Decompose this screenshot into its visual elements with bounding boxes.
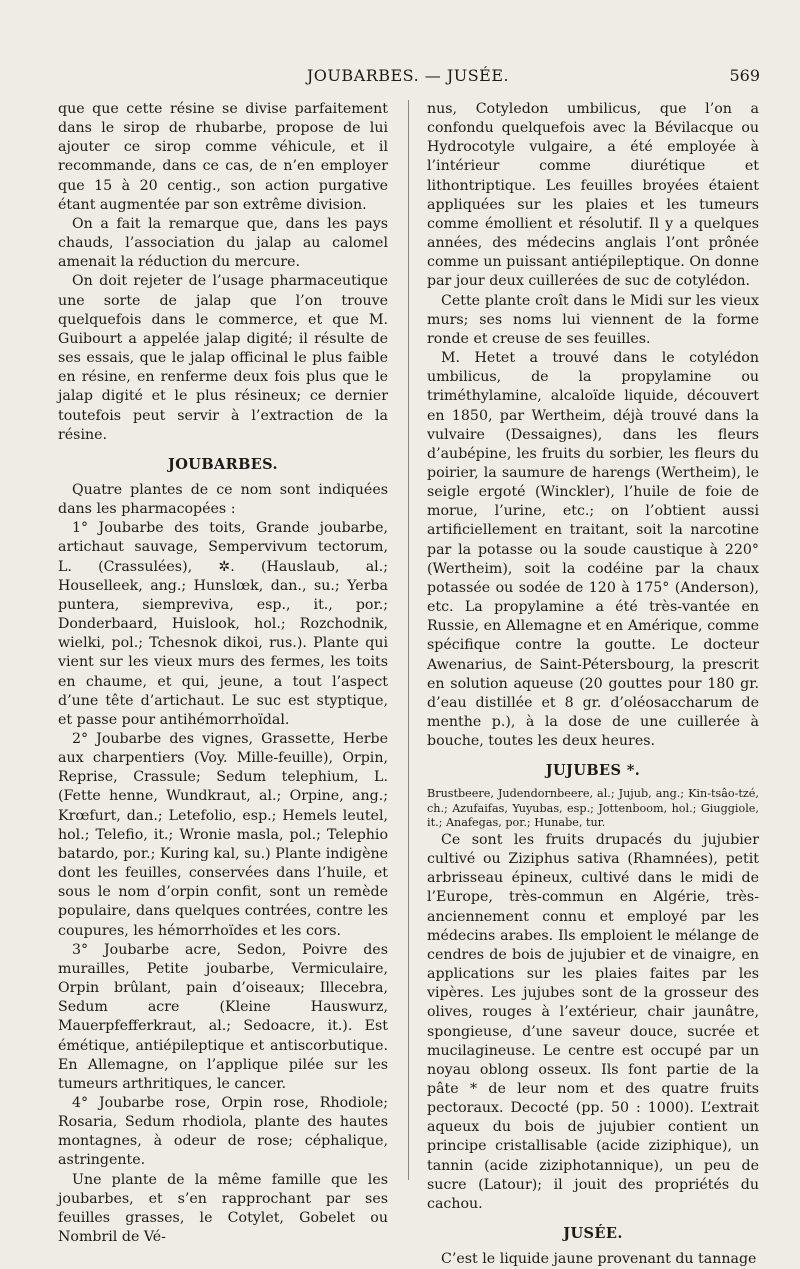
paragraph: nus, Cotyledon umbilicus, que l’on a confondu quelquefois avec la Bévilacque ou Hydrocotyle vulgaire, a été employée à l’intérieur comme diurétique et lithontriptique. Les feuilles broyées étaient appliquées sur les plaies et les tumeurs comme émollient et résolutif. Il y a quelques années, des médecins anglais l’ont prônée comme un puissant antiépileptique. On donne par jour deux cuillerées de suc de cotylédon. xyxy=(427,101,759,290)
paragraph: Ce sont les fruits drupacés du jujubier cultivé ou Ziziphus sativa (Rhamnées), petit arbrisseau épineux, cultivé dans le midi de l’Europe, très-commun en Algérie, très-anciennement connu et employé par les médecins arabes. Ils emploient le mélange de cendres de bois de jujubier et de vinaigre, en applications sur les plaies faites par les vipères. Les jujubes sont de la grosseur des olives, rouges à l’extérieur, chair jaunâtre, spongieuse, d’une saveur douce, sucrée et mucilagineuse. Le centre est occupé par un noyau oblong osseux. Ils font partie de la pâte * de leur nom et des quatre fruits pectoraux. Decocté (pp. 50 : 1000). L’extrait aqueux du bois de jujubier contient un principe cristallisable (acide ziziphique), un tannin (acide ziziphotannique), un peu de sucre (Latour); il jouit des propriétés du cachou. xyxy=(427,831,759,1212)
paragraph: On a fait la remarque que, dans les pays chauds, l’association du jalap au calomel amenait la réduction du mercure. xyxy=(58,215,388,271)
section-heading-joubarbes: JOUBARBES. xyxy=(167,455,278,473)
paragraph: Une plante de la même famille que les joubarbes, et s’en rapprochant par ses feuilles grasses, le Cotylet, Gobelet ou Nombril de Vé- xyxy=(58,1171,388,1246)
paragraph: 1° Joubarbe des toits, Grande joubarbe, artichaut sauvage, Sempervivum tectorum, L. (Crassulées), ✲. (Hauslaub, al.; Houselleek, ang.; Hunslœk, dan., su.; Yerba puntera, siempreviva, esp., it., por.; Donderbaard, Huislook, hol.; Rozchodnik, wielki, pol.; Tchesnok dikoi, rus.). Plante qui vient sur les vieux murs des fermes, les toits en chaume, et qui, jeune, a tout l’aspect d’une tête d’artichaut. Le suc est styptique, et passe pour antihémorrhoïdal. xyxy=(58,520,388,728)
paragraph: 4° Joubarbe rose, Orpin rose, Rhodiole; Rosaria, Sedum rhodiola, plante des hautes montagnes, à odeur de rose; céphalique, astringente. xyxy=(58,1094,388,1169)
paragraph: 2° Joubarbe des vignes, Grassette, Herbe aux charpentiers (Voy. Mille-feuille), Orpin, Reprise, Crassule; Sedum telephium, L. (Fette henne, Wundkraut, al.; Orpine, ang.; Krœfurt, dan.; Letefolio, esp.; Hemels leutel, hol.; Telefio, it.; Wronie masla, pol.; Telephio batardo, por.; Kuring kal, su.) Plante indigène dont les feuilles, conservées dans l’huile, et sous le nom d’orpin confit, sont un remède populaire, dans quelques contrées, contre les coupures, les hémorrhoïdes et les cors. xyxy=(58,731,388,939)
paragraph: Cette plante croît dans le Midi sur les vieux murs; ses noms lui viennent de la forme ronde et creuse de ses feuilles. xyxy=(427,292,759,347)
paragraph: 3° Joubarbe acre, Sedon, Poivre des murailles, Petite joubarbe, Vermiculaire, Orpin brûlant, pain d’oiseaux; Illecebra, Sedum acre (Kleine Hauswurz, Mauerpfefferkraut, al.; Sedoacre, it.). Est émétique, antiépileptique et antiscorbutique. En Allemagne, on l’applique pilée sur les tumeurs arthritiques, le cancer. xyxy=(58,941,388,1092)
running-head xyxy=(56,66,760,96)
column-divider xyxy=(408,100,409,1180)
running-title: JOUBARBES. — JUSÉE. xyxy=(306,66,510,85)
section-heading-jujubes: JUJUBES *. xyxy=(545,762,641,780)
section-heading-jusee: JUSÉE. xyxy=(563,1225,623,1243)
paragraph: que que cette résine se divise parfaitement dans le sirop de rhubarbe, propose de lui ajouter ce sirop comme véhicule, et il recommande, dans ce cas, de n’en employer que 15 à 20 centig., son action purgative étant augmentée par son extrême division. xyxy=(58,101,388,213)
paragraph: Quatre plantes de ce nom sont indiquées dans les pharmacopées : xyxy=(58,481,388,518)
right-column xyxy=(427,100,759,1269)
page-number: 569 xyxy=(729,66,760,85)
left-column xyxy=(58,100,388,1247)
synonyms: Brustbeere, Judendornbeere, al.; Jujub, ang.; Kin-tsâo-tzé, ch.; Azufaifas, Yuyubas, esp.; Jottenboom, hol.; Giuggiole, it.; Anafegas, por.; Hunabe, tur. xyxy=(427,787,759,830)
paragraph: On doit rejeter de l’usage pharmaceutique une sorte de jalap que l’on trouve quelquefois dans le commerce, et que M. Guibourt a appelée jalap digité; il résulte de ses essais, que le jalap officinal le plus faible en résine, en renferme deux fois plus que le jalap digité et le plus résineux; ce dernier toutefois peut servir à l’extraction de la résine. xyxy=(58,273,388,443)
paragraph: M. Hetet a trouvé dans le cotylédon umbilicus, de la propylamine ou triméthylamine, alcaloïde liquide, découvert en 1850, par Wertheim, déjà trouvé dans la vulvaire (Dessaignes), dans les fleurs d’aubépine, les fruits du sorbier, les fleurs du poirier, la saumure de harengs (Wertheim), le seigle ergoté (Winckler), l’huile de foie de morue, l’urine, etc.; on l’obtient aussi artificiellement en traitant, soit la narcotine par la potasse ou la soude caustique à 220° (Wertheim), soit la codéine par la chaux potassée ou sodée de 120 à 175° (Anderson), etc. La propylamine a été très-vantée en Russie, en Allemagne et en Amérique, comme spécifique contre la goutte. Le docteur Awenarius, de Saint-Pétersbourg, la prescrit en solution aqueuse (20 gouttes pour 180 gr. d’eau distillée et 8 gr. d’oléosaccharum de menthe p.), à la dose de une cuillerée à bouche, toutes les deux heures. xyxy=(427,350,759,750)
paragraph: C’est le liquide jaune provenant du tannage xyxy=(441,1251,757,1268)
